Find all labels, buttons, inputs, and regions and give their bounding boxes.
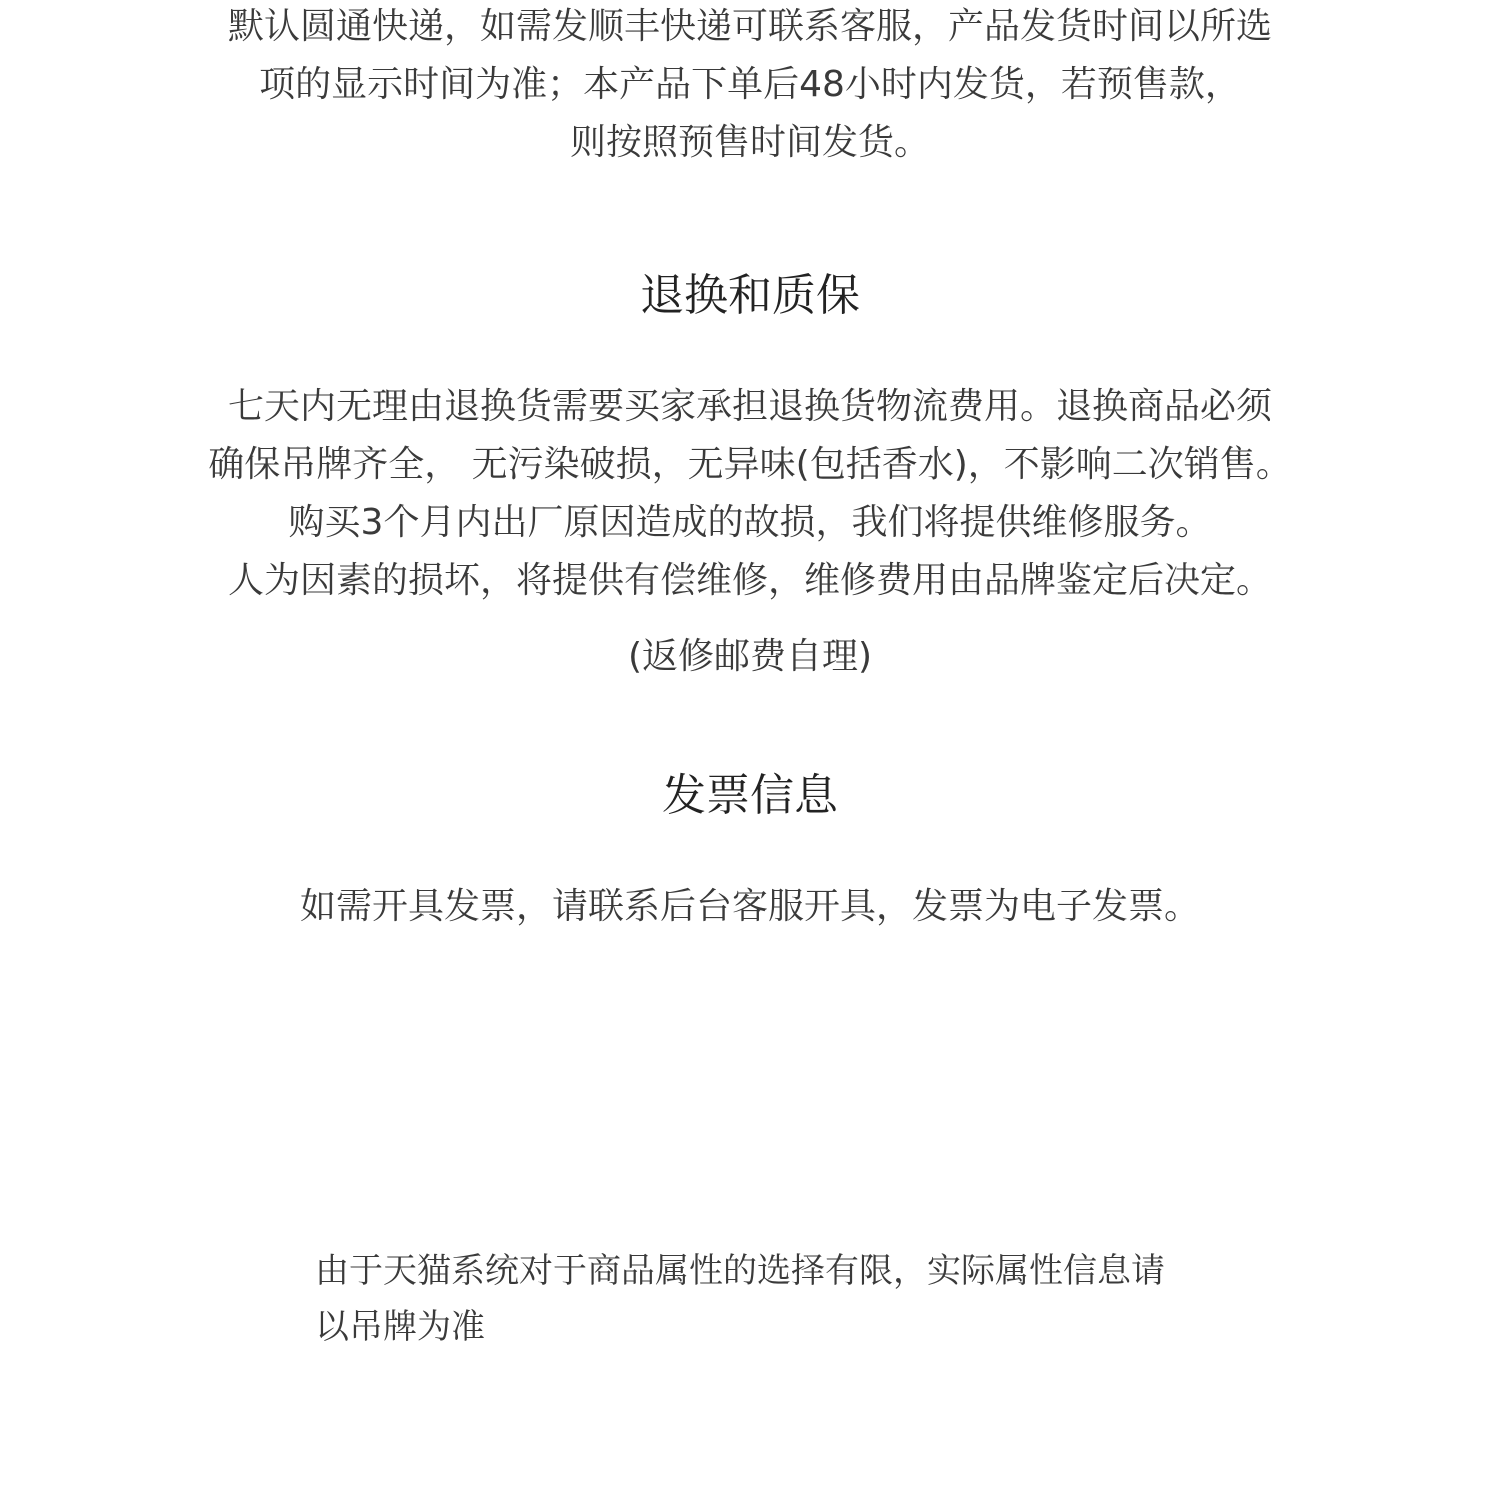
- returns-policy: [0, 378, 1500, 610]
- returns-section-title: 退换和质保: [640, 270, 860, 321]
- attribute-note-line: 以吊牌为准: [315, 1307, 485, 1347]
- returns-note: (返修邮费自理): [627, 636, 873, 677]
- returns-line: 购买3个月内出厂原因造成的故损，我们将提供维修服务。: [288, 502, 1212, 543]
- returns-note-wrap: [0, 628, 1500, 686]
- returns-line: 确保吊牌齐全， 无污染破损，无异味(包括香水)，不影响二次销售。: [208, 444, 1292, 485]
- attribute-note: [315, 1243, 1315, 1355]
- returns-line: 七天内无理由退换货需要买家承担退换货物流费用。退换商品必须: [227, 386, 1272, 427]
- shipping-line: 默认圆通快递，如需发顺丰快递可联系客服，产品发货时间以所选: [227, 6, 1272, 47]
- shipping-line: 则按照预售时间发货。: [569, 122, 930, 163]
- invoice-section-title: 发票信息: [662, 770, 838, 821]
- invoice-info: [0, 878, 1500, 936]
- invoice-section-title-wrap: [0, 766, 1500, 826]
- returns-section-title-wrap: [0, 266, 1500, 326]
- invoice-text: 如需开具发票，请联系后台客服开具，发票为电子发票。: [299, 886, 1200, 927]
- returns-line: 人为因素的损坏，将提供有偿维修，维修费用由品牌鉴定后决定。: [227, 560, 1272, 601]
- shipping-line: 项的显示时间为准；本产品下单后48小时内发货，若预售款，: [259, 64, 1241, 105]
- attribute-note-line: 由于天猫系统对于商品属性的选择有限，实际属性信息请: [315, 1251, 1165, 1291]
- shipping-info: [0, 0, 1500, 172]
